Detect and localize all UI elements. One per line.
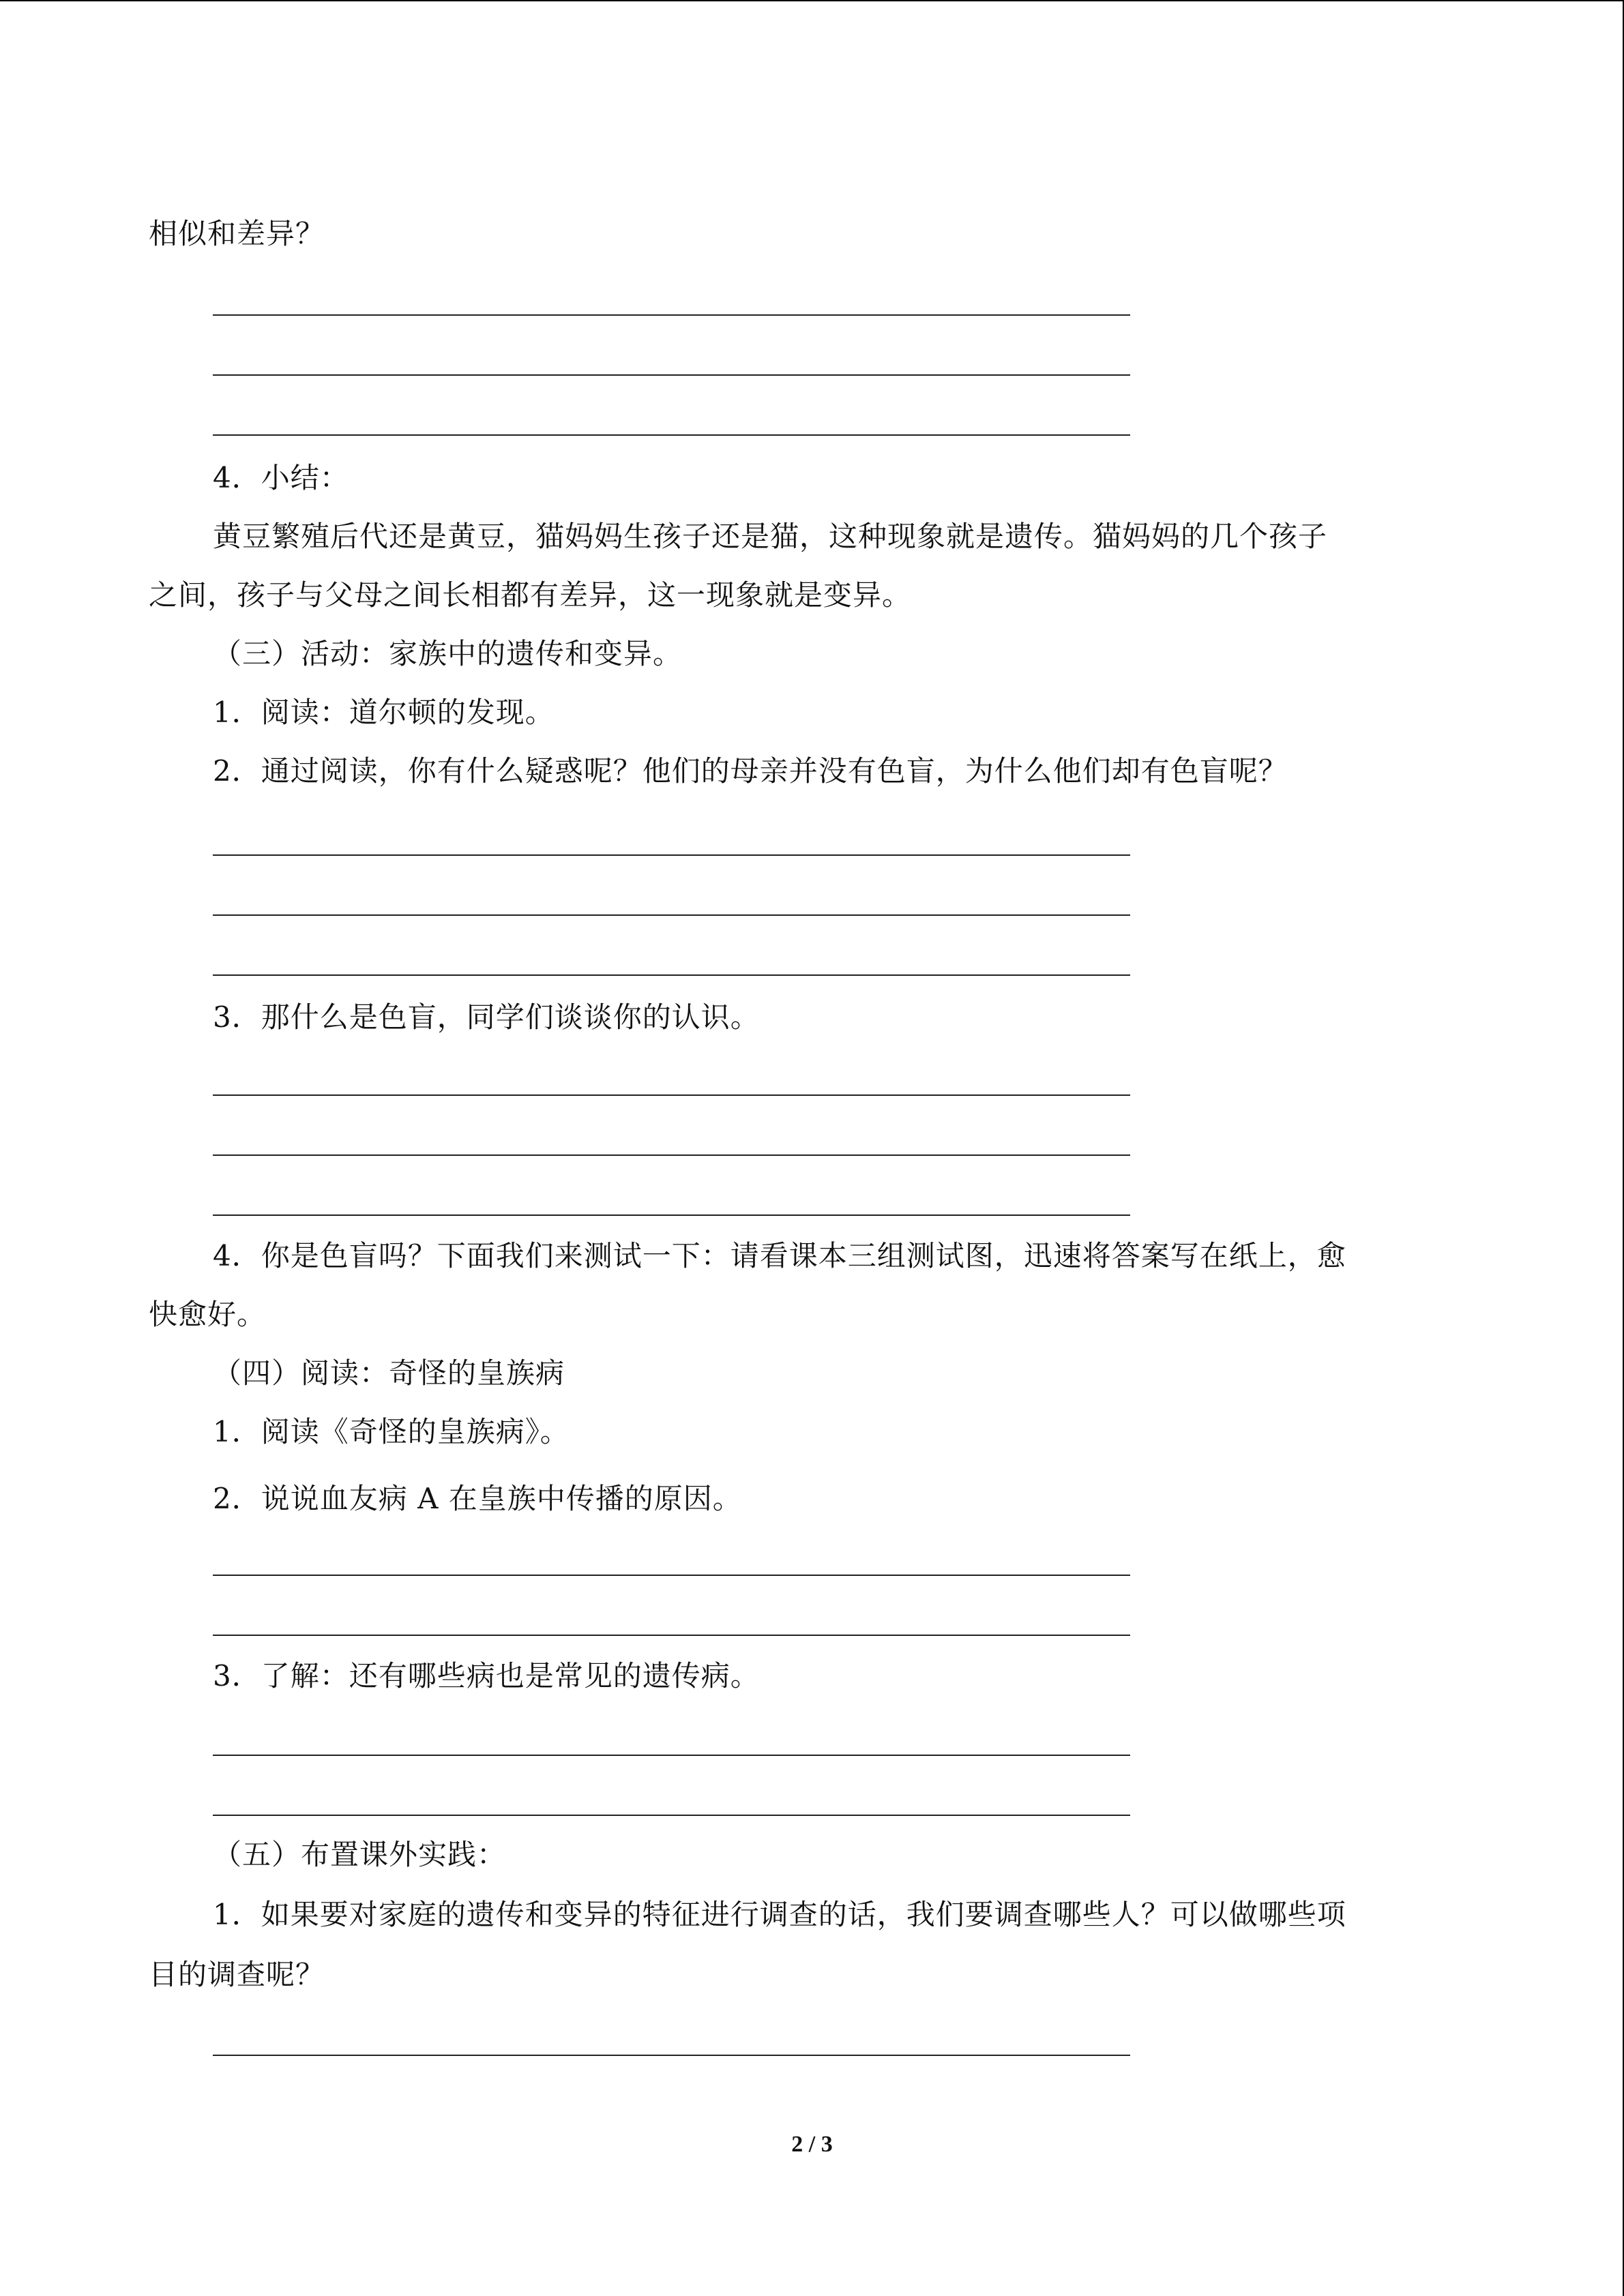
question-text: 2．说说血友病 A 在皇族中传播的原因。 <box>213 1482 742 1515</box>
answer-line <box>213 1815 1130 1816</box>
question-text: 3．那什么是色盲，同学们谈谈你的认识。 <box>213 1000 760 1034</box>
answer-line <box>213 854 1130 856</box>
answer-line <box>213 374 1130 376</box>
paragraph-text: 1．阅读《奇怪的皇族病》。 <box>213 1415 570 1448</box>
answer-line <box>213 314 1130 316</box>
section-heading: （三）活动：家族中的遗传和变异。 <box>213 637 683 670</box>
paragraph-text: 相似和差异？ <box>149 217 325 250</box>
section-heading: （四）阅读：奇怪的皇族病 <box>213 1356 565 1390</box>
paragraph-text: 快愈好。 <box>149 1298 267 1331</box>
paragraph-text: 之间，孩子与父母之间长相都有差异，这一现象就是变异。 <box>149 578 912 612</box>
question-text: 3．了解：还有哪些病也是常见的遗传病。 <box>213 1659 760 1693</box>
paragraph-text: 黄豆繁殖后代还是黄豆，猫妈妈生孩子还是猫，这种现象就是遗传。猫妈妈的几个孩子 <box>213 520 1328 553</box>
answer-line <box>213 2055 1130 2056</box>
answer-line <box>213 1575 1130 1576</box>
page-border-top <box>0 0 1624 1</box>
question-text: 1．如果要对家庭的遗传和变异的特征进行调查的话，我们要调查哪些人？可以做哪些项 <box>213 1898 1346 1931</box>
paragraph-text: 1．阅读：道尔顿的发现。 <box>213 696 555 729</box>
question-text: 2．通过阅读，你有什么疑惑呢？他们的母亲并没有色盲，为什么他们却有色盲呢？ <box>213 754 1288 788</box>
section-heading: （五）布置课外实践： <box>213 1838 507 1871</box>
answer-line <box>213 1094 1130 1096</box>
page-number: 2 / 3 <box>791 2132 833 2157</box>
paragraph-text: 目的调查呢？ <box>149 1958 325 1991</box>
answer-line <box>213 974 1130 976</box>
question-text: 4．你是色盲吗？下面我们来测试一下：请看课本三组测试图，迅速将答案写在纸上，愈 <box>213 1239 1346 1272</box>
answer-line <box>213 1154 1130 1156</box>
section-heading: 4．小结： <box>213 461 349 494</box>
answer-line <box>213 1214 1130 1216</box>
answer-line <box>213 914 1130 916</box>
answer-line <box>213 1635 1130 1636</box>
answer-line <box>213 434 1130 436</box>
answer-line <box>213 1755 1130 1756</box>
